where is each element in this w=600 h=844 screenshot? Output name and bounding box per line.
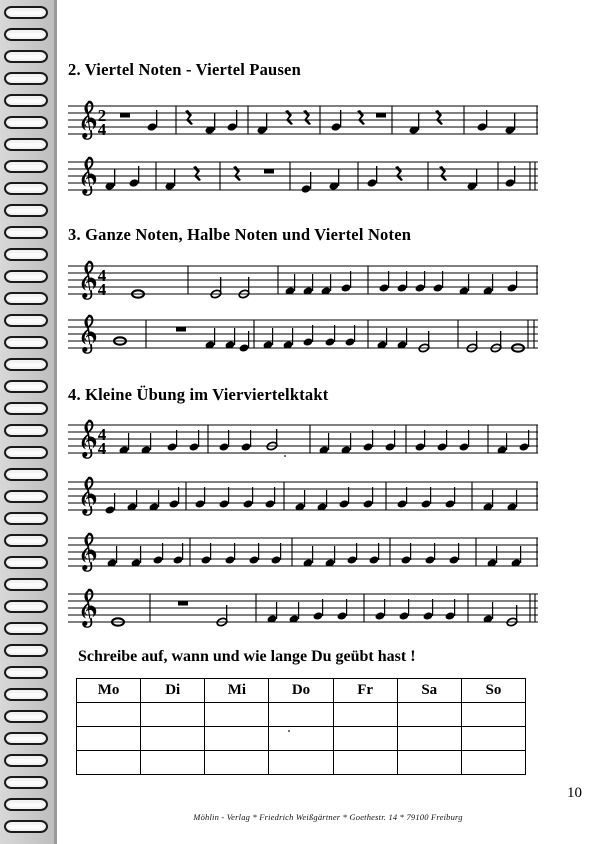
column-header-mi: Mi (205, 679, 269, 703)
practice-cell[interactable] (77, 727, 141, 751)
binding-ring (4, 204, 48, 217)
binding-ring (4, 754, 48, 767)
stave-3-1 (68, 256, 538, 308)
binding-ring (4, 578, 48, 591)
ink-speck (288, 730, 290, 732)
practice-cell[interactable] (333, 751, 397, 775)
binding-ring (4, 644, 48, 657)
svg-text:4: 4 (97, 425, 107, 444)
binding-ring (4, 182, 48, 195)
table-row (77, 751, 526, 775)
binding-ring (4, 424, 48, 437)
binding-ring (4, 556, 48, 569)
binding-ring (4, 468, 48, 481)
binding-ring (4, 28, 48, 41)
practice-cell[interactable] (333, 703, 397, 727)
practice-cell[interactable] (397, 727, 461, 751)
practice-cell[interactable] (141, 703, 205, 727)
binding-ring (4, 402, 48, 415)
binding-ring (4, 534, 48, 547)
practice-cell[interactable] (461, 751, 525, 775)
binding-ring (4, 50, 48, 63)
binding-ring (4, 138, 48, 151)
publisher-footer: Möhlin - Verlag * Friedrich Weißgärtner * Goethestr. 14 * 79100 Freiburg (193, 812, 463, 822)
stave-2-2 (68, 152, 538, 204)
practice-cell[interactable] (205, 703, 269, 727)
binding-ring (4, 710, 48, 723)
practice-cell[interactable] (141, 727, 205, 751)
column-header-di: Di (141, 679, 205, 703)
practice-heading: Schreibe auf, wann und wie lange Du geübt hast ! (78, 648, 416, 665)
practice-cell[interactable] (141, 751, 205, 775)
practice-cell[interactable] (269, 727, 333, 751)
stave-4-2 (68, 472, 538, 524)
column-header-mo: Mo (77, 679, 141, 703)
binding-ring (4, 160, 48, 173)
table-header-row (77, 679, 526, 703)
practice-cell[interactable] (269, 751, 333, 775)
binding-ring (4, 358, 48, 371)
binding-ring (4, 248, 48, 261)
binding-ring (4, 490, 48, 503)
binding-ring (4, 776, 48, 789)
binding-ring (4, 336, 48, 349)
column-header-so: So (461, 679, 525, 703)
binding-ring (4, 820, 48, 833)
svg-text:4: 4 (97, 439, 107, 458)
practice-cell[interactable] (461, 727, 525, 751)
practice-cell[interactable] (397, 751, 461, 775)
column-header-fr: Fr (333, 679, 397, 703)
column-header-do: Do (269, 679, 333, 703)
binding-ring (4, 292, 48, 305)
svg-text:4: 4 (97, 266, 107, 285)
practice-cell[interactable] (397, 703, 461, 727)
stave-4-3 (68, 528, 538, 580)
binding-ring (4, 666, 48, 679)
svg-text:4: 4 (97, 280, 107, 299)
practice-cell[interactable] (77, 751, 141, 775)
page-content (56, 0, 600, 844)
section-title-4: 4. Kleine Übung im Vierviertelktakt (68, 385, 329, 404)
binding-ring (4, 446, 48, 459)
binding-ring (4, 512, 48, 525)
stave-4-4 (68, 584, 538, 636)
stave-2-1 (68, 96, 538, 148)
binding-ring (4, 116, 48, 129)
ink-speck (284, 455, 286, 457)
section-title-2: 2. Viertel Noten - Viertel Pausen (68, 60, 301, 79)
binding-ring (4, 314, 48, 327)
stave-4-1 (68, 415, 538, 467)
binding-ring (4, 622, 48, 635)
binding-ring (4, 226, 48, 239)
practice-cell[interactable] (269, 703, 333, 727)
practice-cell[interactable] (205, 751, 269, 775)
binding-ring (4, 688, 48, 701)
svg-text:2: 2 (97, 106, 107, 125)
svg-text:4: 4 (97, 120, 107, 139)
binding-ring (4, 380, 48, 393)
practice-cell[interactable] (333, 727, 397, 751)
page-number: 10 (567, 785, 582, 801)
practice-cell[interactable] (461, 703, 525, 727)
binding-ring (4, 94, 48, 107)
practice-cell[interactable] (205, 727, 269, 751)
section-title-3: 3. Ganze Noten, Halbe Noten und Viertel Noten (68, 225, 412, 244)
binding-ring (4, 600, 48, 613)
binding-ring (4, 6, 48, 19)
binding-ring (4, 798, 48, 811)
table-row (77, 727, 526, 751)
practice-table (76, 678, 526, 775)
binding-ring (4, 270, 48, 283)
practice-cell[interactable] (77, 703, 141, 727)
stave-3-2 (68, 310, 538, 362)
table-row (77, 703, 526, 727)
column-header-sa: Sa (397, 679, 461, 703)
binding-ring (4, 732, 48, 745)
binding-ring (4, 72, 48, 85)
